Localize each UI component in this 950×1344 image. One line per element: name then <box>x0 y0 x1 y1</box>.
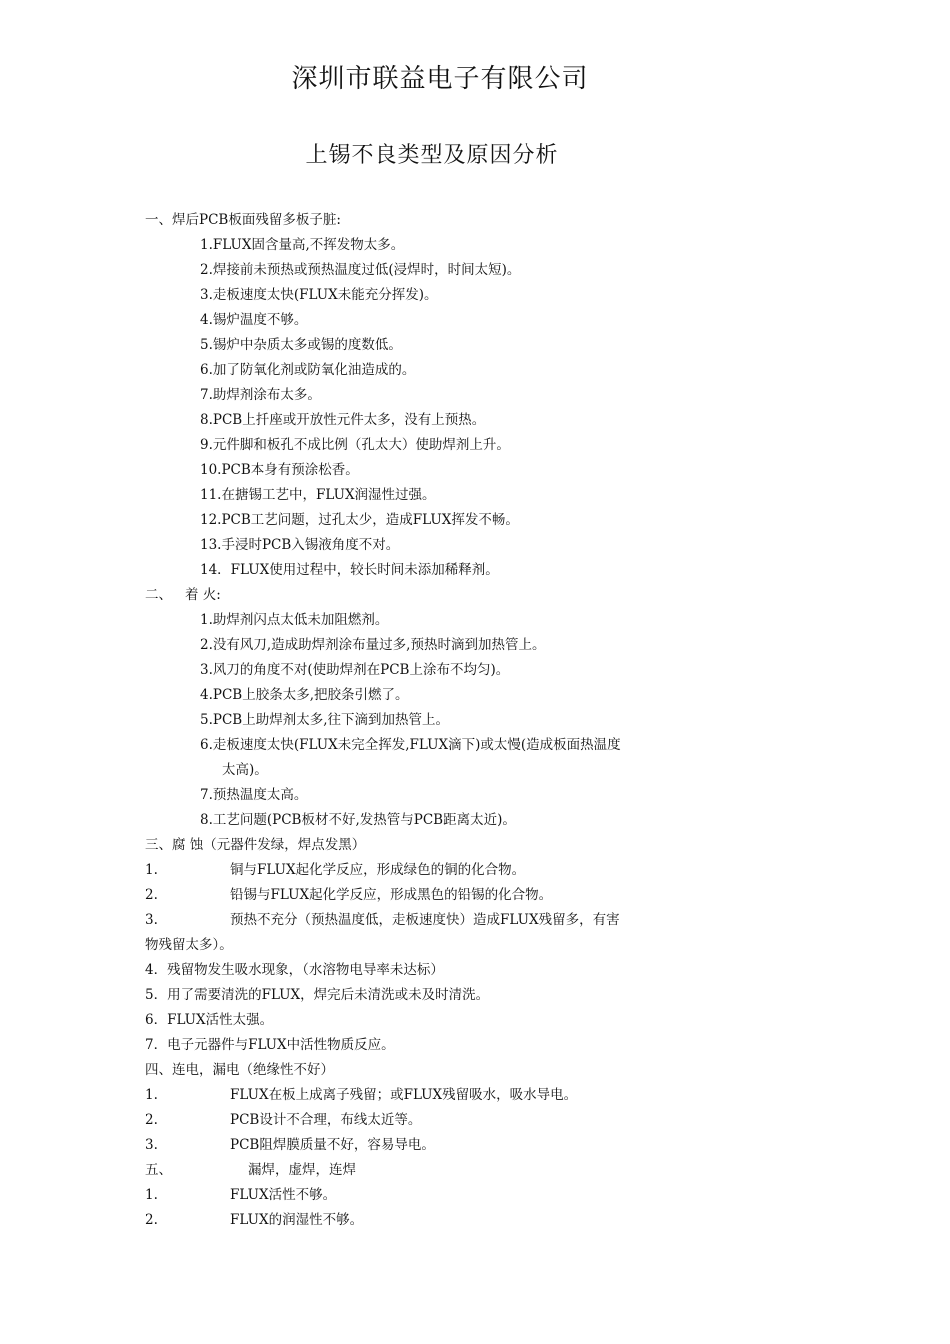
list-item: 6.加了防氧化剂或防氧化油造成的。 <box>200 362 416 378</box>
section-4-heading: 四、连电，漏电（绝缘性不好） <box>145 1062 334 1078</box>
item-text: 铅锡与FLUX起化学反应，形成黑色的铅锡的化合物。 <box>230 887 553 903</box>
list-item-continuation: 太高)。 <box>222 762 268 778</box>
list-item: 9.元件脚和板孔不成比例（孔太大）使助焊剂上升。 <box>200 437 510 453</box>
list-item: 7．电子元器件与FLUX中活性物质反应。 <box>145 1037 395 1053</box>
section-2-title: 着 火: <box>185 587 221 603</box>
list-item <box>145 858 705 883</box>
item-text: FLUX在板上成离子残留；或FLUX残留吸水，吸水导电。 <box>230 1087 578 1103</box>
section-1-heading: 一、焊后PCB板面残留多板子脏: <box>145 212 341 228</box>
section-3-heading: 三、腐 蚀（元器件发绿，焊点发黑） <box>145 837 366 853</box>
list-item: 7.预热温度太高。 <box>200 787 308 803</box>
list-item: 8.PCB上扦座或开放性元件太多，没有上预热。 <box>200 412 486 428</box>
section-5-number: 五、 <box>145 1162 172 1178</box>
company-name: 深圳市联益电子有限公司 <box>291 64 589 94</box>
item-number: 3. <box>145 912 158 928</box>
list-item: 4．残留物发生吸水现象，（水溶物电导率未达标） <box>145 962 444 978</box>
list-item <box>145 1108 705 1133</box>
item-number: 2. <box>145 887 158 903</box>
list-item: 3.走板速度太快(FLUX未能充分挥发)。 <box>200 287 438 303</box>
list-item-continuation: 物残留太多）。 <box>145 937 233 953</box>
section-5-heading <box>145 1158 705 1183</box>
list-item: 1.FLUX固含量高,不挥发物太多。 <box>200 237 405 253</box>
list-item: 8.工艺问题(PCB板材不好,发热管与PCB距离太近)。 <box>200 812 516 828</box>
item-number: 1. <box>145 1187 158 1203</box>
list-item <box>145 908 705 933</box>
list-item: 2.没有风刀,造成助焊剂涂布量过多,预热时滴到加热管上。 <box>200 637 546 653</box>
item-text: PCB阻焊膜质量不好，容易导电。 <box>230 1137 435 1153</box>
item-number: 2. <box>145 1112 158 1128</box>
list-item <box>145 1183 705 1208</box>
item-text: FLUX活性不够。 <box>230 1187 337 1203</box>
list-item: 7.助焊剂涂布太多。 <box>200 387 321 403</box>
list-item <box>145 1208 705 1233</box>
item-text: FLUX的润湿性不够。 <box>230 1212 364 1228</box>
list-item: 6．FLUX活性太强。 <box>145 1012 274 1028</box>
item-number: 1. <box>145 862 158 878</box>
list-item: 5.锡炉中杂质太多或锡的度数低。 <box>200 337 402 353</box>
document-body <box>145 208 705 1233</box>
list-item: 4.锡炉温度不够。 <box>200 312 308 328</box>
list-item: 11.在搪锡工艺中，FLUX润湿性过强。 <box>200 487 436 503</box>
section-2-heading <box>145 583 705 608</box>
list-item: 4.PCB上胶条太多,把胶条引燃了。 <box>200 687 409 703</box>
list-item: 5.PCB上助焊剂太多,往下滴到加热管上。 <box>200 712 450 728</box>
item-text: 预热不充分（预热温度低，走板速度快）造成FLUX残留多，有害 <box>230 912 620 928</box>
list-item: 5．用了需要清洗的FLUX，焊完后未清洗或未及时清洗。 <box>145 987 490 1003</box>
item-number: 2. <box>145 1212 158 1228</box>
section-2-number: 二、 <box>145 587 172 603</box>
list-item: 2.焊接前未预热或预热温度过低(浸焊时，时间太短)。 <box>200 262 521 278</box>
item-number: 3. <box>145 1137 158 1153</box>
list-item: 10.PCB本身有预涂松香。 <box>200 462 359 478</box>
list-item: 14．FLUX使用过程中，较长时间未添加稀释剂。 <box>200 562 499 578</box>
section-5-title: 漏焊，虚焊，连焊 <box>248 1162 356 1178</box>
item-text: 铜与FLUX起化学反应，形成绿色的铜的化合物。 <box>230 862 526 878</box>
item-text: PCB设计不合理，布线太近等。 <box>230 1112 422 1128</box>
list-item: 12.PCB工艺问题，过孔太少，造成FLUX挥发不畅。 <box>200 512 519 528</box>
list-item <box>145 1083 705 1108</box>
list-item: 13.手浸时PCB入锡液角度不对。 <box>200 537 400 553</box>
list-item <box>145 883 705 908</box>
list-item: 1.助焊剂闪点太低未加阻燃剂。 <box>200 612 389 628</box>
list-item <box>145 1133 705 1158</box>
list-item: 6.走板速度太快(FLUX未完全挥发,FLUX滴下)或太慢(造成板面热温度 <box>200 737 621 753</box>
item-number: 1. <box>145 1087 158 1103</box>
document-title: 上锡不良类型及原因分析 <box>305 143 559 168</box>
list-item: 3.风刀的角度不对(使助焊剂在PCB上涂布不均匀)。 <box>200 662 510 678</box>
